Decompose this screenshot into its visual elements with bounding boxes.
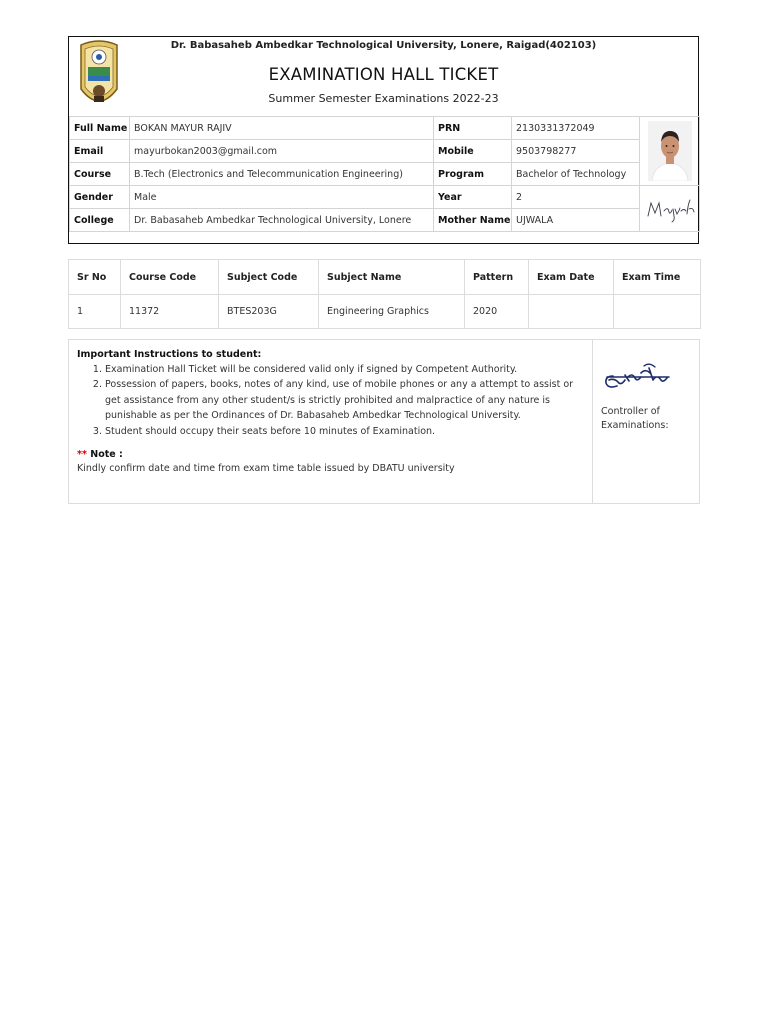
mobile-value: 9503798277 xyxy=(512,140,640,163)
instruction-item: 2. Possession of papers, books, notes of any kind, use of mobile phones or any a attempt to assist or get assistance from any other student/s is strictly prohibited and malpractice of any nature is punishable as per the Ordinances of Dr. Babasaheb Ambedkar Technological University. xyxy=(105,377,587,423)
instructions-heading: Important Instructions to student: xyxy=(77,349,262,360)
instructions-list xyxy=(77,362,587,439)
note-label: Note : xyxy=(90,449,123,461)
table-row xyxy=(70,140,700,163)
exam-time-cell xyxy=(614,295,701,329)
table-header-row xyxy=(69,260,701,295)
email-value: mayurbokan2003@gmail.com xyxy=(130,140,434,163)
signature-cell xyxy=(640,186,700,232)
exam-date-cell xyxy=(529,295,614,329)
instruction-item: 3. Student should occupy their seats before 10 minutes of Examination. xyxy=(105,424,587,439)
note-stars: ** xyxy=(77,449,87,461)
email-label: Email xyxy=(70,140,130,163)
hall-ticket-header-card xyxy=(68,36,699,244)
program-value: Bachelor of Technology xyxy=(512,163,640,186)
college-label: College xyxy=(70,209,130,232)
prn-value: 2130331372049 xyxy=(512,117,640,140)
divider xyxy=(592,340,593,503)
subjects-table xyxy=(68,259,701,329)
column-header-subject-code: Subject Code xyxy=(219,260,319,295)
student-photo xyxy=(648,121,692,181)
column-header-exam-date: Exam Date xyxy=(529,260,614,295)
column-header-exam-time: Exam Time xyxy=(614,260,701,295)
semester-subtitle: Summer Semester Examinations 2022-23 xyxy=(268,92,499,105)
note-text: Kindly confirm date and time from exam time table issued by DBATU university xyxy=(77,463,455,475)
sr-no-cell: 1 xyxy=(69,295,121,329)
course-code-cell: 11372 xyxy=(121,295,219,329)
subject-name-cell: Engineering Graphics xyxy=(319,295,465,329)
student-info-table xyxy=(69,116,700,232)
course-label: Course xyxy=(70,163,130,186)
mobile-label: Mobile xyxy=(434,140,512,163)
mother-name-label: Mother Name xyxy=(434,209,512,232)
controller-label xyxy=(601,405,681,433)
instruction-item: 1. Examination Hall Ticket will be considered valid only if signed by Competent Authority. xyxy=(105,362,587,377)
full-name-value: BOKAN MAYUR RAJIV xyxy=(130,117,434,140)
column-header-sr-no: Sr No xyxy=(69,260,121,295)
table-row xyxy=(70,117,700,140)
university-name: Dr. Babasaheb Ambedkar Technological University, Lonere, Raigad(402103) xyxy=(170,40,597,51)
subject-code-cell: BTES203G xyxy=(219,295,319,329)
pattern-cell: 2020 xyxy=(465,295,529,329)
table-row xyxy=(69,295,701,329)
gender-value: Male xyxy=(130,186,434,209)
column-header-pattern: Pattern xyxy=(465,260,529,295)
table-row xyxy=(70,209,700,232)
mother-name-value: UJWALA xyxy=(512,209,640,232)
table-row xyxy=(70,163,700,186)
student-signature xyxy=(642,194,698,224)
column-header-course-code: Course Code xyxy=(121,260,219,295)
course-value: B.Tech (Electronics and Telecommunication Engineering) xyxy=(130,163,434,186)
page-title: EXAMINATION HALL TICKET xyxy=(268,65,499,84)
year-label: Year xyxy=(434,186,512,209)
full-name-label: Full Name xyxy=(70,117,130,140)
year-value: 2 xyxy=(512,186,640,209)
college-value: Dr. Babasaheb Ambedkar Technological University, Lonere xyxy=(130,209,434,232)
controller-signature xyxy=(599,358,677,392)
instructions-content xyxy=(77,349,587,474)
gender-label: Gender xyxy=(70,186,130,209)
controller-label-line1: Controller of xyxy=(601,406,660,417)
prn-label: PRN xyxy=(434,117,512,140)
table-row xyxy=(70,186,700,209)
controller-label-line2: Examinations: xyxy=(601,420,669,431)
column-header-subject-name: Subject Name xyxy=(319,260,465,295)
photo-cell xyxy=(640,117,700,186)
program-label: Program xyxy=(434,163,512,186)
note-heading xyxy=(77,449,587,460)
instructions-box xyxy=(68,339,700,504)
